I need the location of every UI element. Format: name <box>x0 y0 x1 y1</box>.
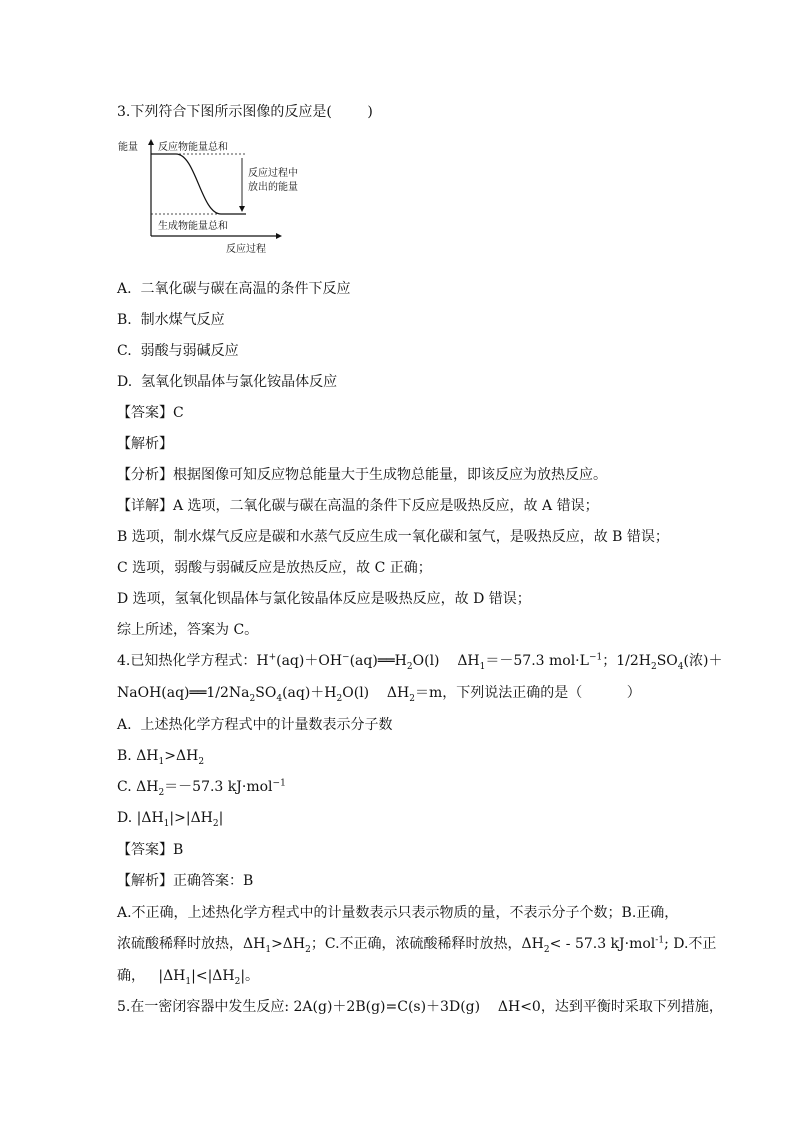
q3-answer: 【答案】C <box>117 405 184 421</box>
q4-explanation-3: 确， $|\Delta H_1|<|\Delta H_2|$。 <box>117 968 260 987</box>
q4-option-b: B. $\Delta H_1>\Delta H_2$ <box>117 748 205 767</box>
q3-option-d: D. 氢氧化钡晶体与氯化铵晶体反应 <box>117 374 338 390</box>
energy-diagram <box>118 138 298 260</box>
q3-xiangjie-2: B 选项，制水煤气反应是碳和水蒸气反应生成一氧化碳和氢气，是吸热反应，故 B 错误； <box>117 529 669 545</box>
x-axis-arrow <box>276 233 282 239</box>
reactant-label: 反应物能量总和 <box>158 142 228 153</box>
q5-stem: 5.在一密闭容器中发生反应: 2A(g)＋2B(g)=C(s)＋3D(g) ΔH<0，达到平衡时采取下列措施， <box>117 999 723 1015</box>
q4-explanation-2: 浓硫酸稀释时放热，$\Delta H_1>\Delta H_2$；C.不正确，浓硫酸稀释时放热，$\Delta H_2< - 57.3$ kJ·mol$^{-1}$; D.不正 <box>117 935 717 955</box>
q4-stem-1: 4.已知热化学方程式：$H^+(aq)+OH^-(aq)══H_2O(l)$ $\Delta H_1=-57.3$ $mol\cdot L^{-1}$；$1/2H_2SO_4$(浓)＋ <box>117 652 723 672</box>
product-label: 生成物能量总和 <box>158 221 228 232</box>
q3-option-c: C. 弱酸与弱碱反应 <box>117 343 239 359</box>
process-label-1: 反应过程中 <box>248 168 298 179</box>
y-axis-label: 能量 <box>118 142 138 153</box>
q3-option-b: B. 制水煤气反应 <box>117 312 225 328</box>
energy-curve <box>151 154 246 214</box>
q4-analysis: 【解析】正确答案：B <box>117 873 254 889</box>
q4-option-a: A. 上述热化学方程式中的计量数表示分子数 <box>117 717 393 733</box>
q4-explanation-1: A.不正确，上述热化学方程式中的计量数表示只表示物质的量，不表示分子个数；B.正确， <box>117 905 679 921</box>
q3-fenxi: 【分析】根据图像可知反应物总能量大于生成物总能量，即该反应为放热反应。 <box>117 467 607 483</box>
q3-stem: 3.下列符合下图所示图像的反应是( ) <box>117 104 373 120</box>
q3-summary: 综上所述，答案为 C。 <box>117 622 259 638</box>
energy-arrow-head <box>239 206 245 212</box>
process-label-2: 放出的能量 <box>248 182 298 193</box>
x-axis-label: 反应过程 <box>226 244 266 255</box>
q3-xiangjie-3: C 选项，弱酸与弱碱反应是放热反应，故 C 正确； <box>117 560 432 576</box>
q4-answer: 【答案】B <box>117 842 184 858</box>
q3-option-a: A. 二氧化碳与碳在高温的条件下反应 <box>117 281 351 297</box>
q4-stem-2: $NaOH(aq)══1/2Na_2SO_4(aq)+H_2O(l)$ $\Delta H_2=m$，下列说法正确的是（ ） <box>117 685 641 704</box>
q4-option-c: C. $\Delta H_2=-57.3$ kJ·mol$^{-1}$ <box>117 778 286 798</box>
q3-xiangjie-4: D 选项，氢氧化钡晶体与氯化铵晶体反应是吸热反应，故 D 错误； <box>117 591 531 607</box>
q4-option-d: D. $|\Delta H_1|>|\Delta H_2|$ <box>117 810 224 829</box>
q3-analysis-tag: 【解析】 <box>117 436 173 452</box>
y-axis-arrow <box>148 139 154 145</box>
q3-xiangjie-1: 【详解】A 选项，二氧化碳与碳在高温的条件下反应是吸热反应，故 A 错误； <box>117 498 599 514</box>
